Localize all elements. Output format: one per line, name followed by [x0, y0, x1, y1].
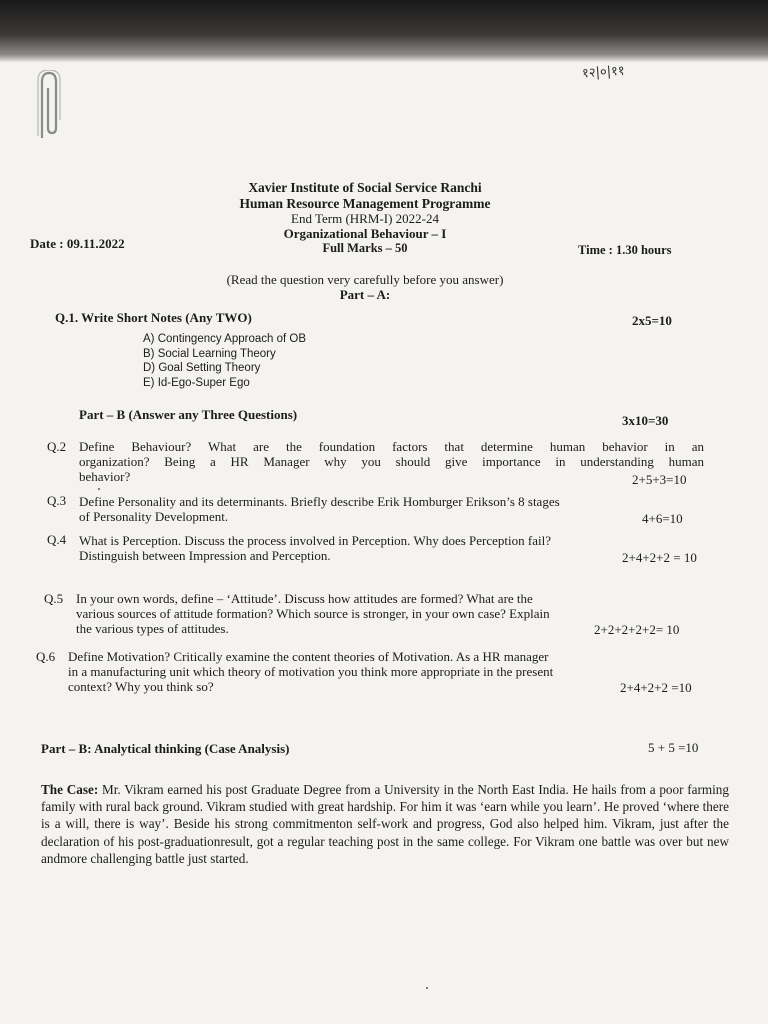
- case-paragraph: [41, 781, 729, 867]
- q1-option: D) Goal Setting Theory: [143, 362, 261, 374]
- part-a-heading: Part – A:: [339, 287, 391, 302]
- question-number: Q.5: [44, 591, 64, 606]
- handwritten-note: १२|०|११: [581, 63, 626, 82]
- case-text: Mr. Vikram earned his post Graduate Degree from a University in the North East India. He hails from a poor farming family with rural back ground. Vikram studied with great hardship. For him it was ‘earn while you learn’. He proved ‘where there is a will, there is way’. Beside his strong commitmenton self-work and progress, God also helped him. Vikram, just after the declaration of his post-graduationresult, got a regular teaching post in the same college. For Vikram one battle was over but new andmore challenging battle just started.: [41, 782, 729, 866]
- question-marks: 2+2+2+2+2= 10: [594, 622, 680, 637]
- question-marks: 2+4+2+2 =10: [620, 680, 692, 695]
- question-text: What is Perception. Discuss the process involved in Perception. Why does Perception fail? Distinguish between Impression and Perception.: [79, 533, 551, 563]
- programme-name: Human Resource Management Programme: [239, 196, 491, 211]
- institute-name: Xavier Institute of Social Service Ranchi: [248, 180, 482, 195]
- exam-time: Time : 1.30 hours: [578, 243, 672, 257]
- question-marks: 2+5+3=10: [632, 472, 687, 487]
- q1-option: E) Id-Ego-Super Ego: [143, 377, 250, 389]
- q1-option: B) Social Learning Theory: [143, 348, 276, 360]
- part-b-marks: 3x10=30: [622, 413, 669, 428]
- part-b-heading: Part – B (Answer any Three Questions): [79, 407, 298, 422]
- exam-date: Date : 09.11.2022: [30, 236, 125, 251]
- question-marks: 4+6=10: [642, 511, 683, 526]
- stray-mark: [98, 488, 100, 490]
- paper-clip-icon: [34, 70, 64, 142]
- case-marks: 5 + 5 =10: [648, 740, 699, 755]
- question-text: Define Personality and its determinants. Briefly describe Erik Homburger Erikson’s 8 stages of Personality Development.: [79, 494, 560, 524]
- stray-mark: [426, 987, 428, 989]
- case-heading: Part – B: Analytical thinking (Case Analysis): [41, 741, 290, 756]
- question-number: Q.2: [47, 439, 67, 454]
- exam-name: End Term (HRM-I) 2022-24: [291, 211, 439, 226]
- question-number: Q.6: [36, 649, 56, 664]
- full-marks: Full Marks – 50: [322, 241, 408, 255]
- photo-dark-edge: [0, 0, 768, 62]
- case-label: The Case:: [41, 782, 99, 797]
- instruction: (Read the question very carefully before you answer): [226, 272, 504, 287]
- q1-marks: 2x5=10: [632, 313, 672, 328]
- question-number: Q.4: [47, 532, 67, 547]
- question-marks: 2+4+2+2 = 10: [622, 550, 697, 565]
- question-number: Q.3: [47, 493, 67, 508]
- question-text: In your own words, define – ‘Attitude’. Discuss how attitudes are formed? What are the various sources of attitude formation? Which source is stronger, in your own case? Explain the various types of attitudes.: [76, 591, 550, 636]
- subject-name: Organizational Behaviour – I: [283, 226, 447, 241]
- q1-option: A) Contingency Approach of OB: [143, 333, 307, 345]
- question-text: Define Behaviour? What are the foundation factors that determine human behavior in an organization? Being a HR Manager why you should give importance in understanding human behavior?: [79, 439, 704, 484]
- question-text: Define Motivation? Critically examine the content theories of Motivation. As a HR manager in a manufacturing unit which theory of motivation you think more appropriate in the present context? Why you think so?: [68, 649, 554, 694]
- q1-title: Q.1. Write Short Notes (Any TWO): [55, 310, 252, 325]
